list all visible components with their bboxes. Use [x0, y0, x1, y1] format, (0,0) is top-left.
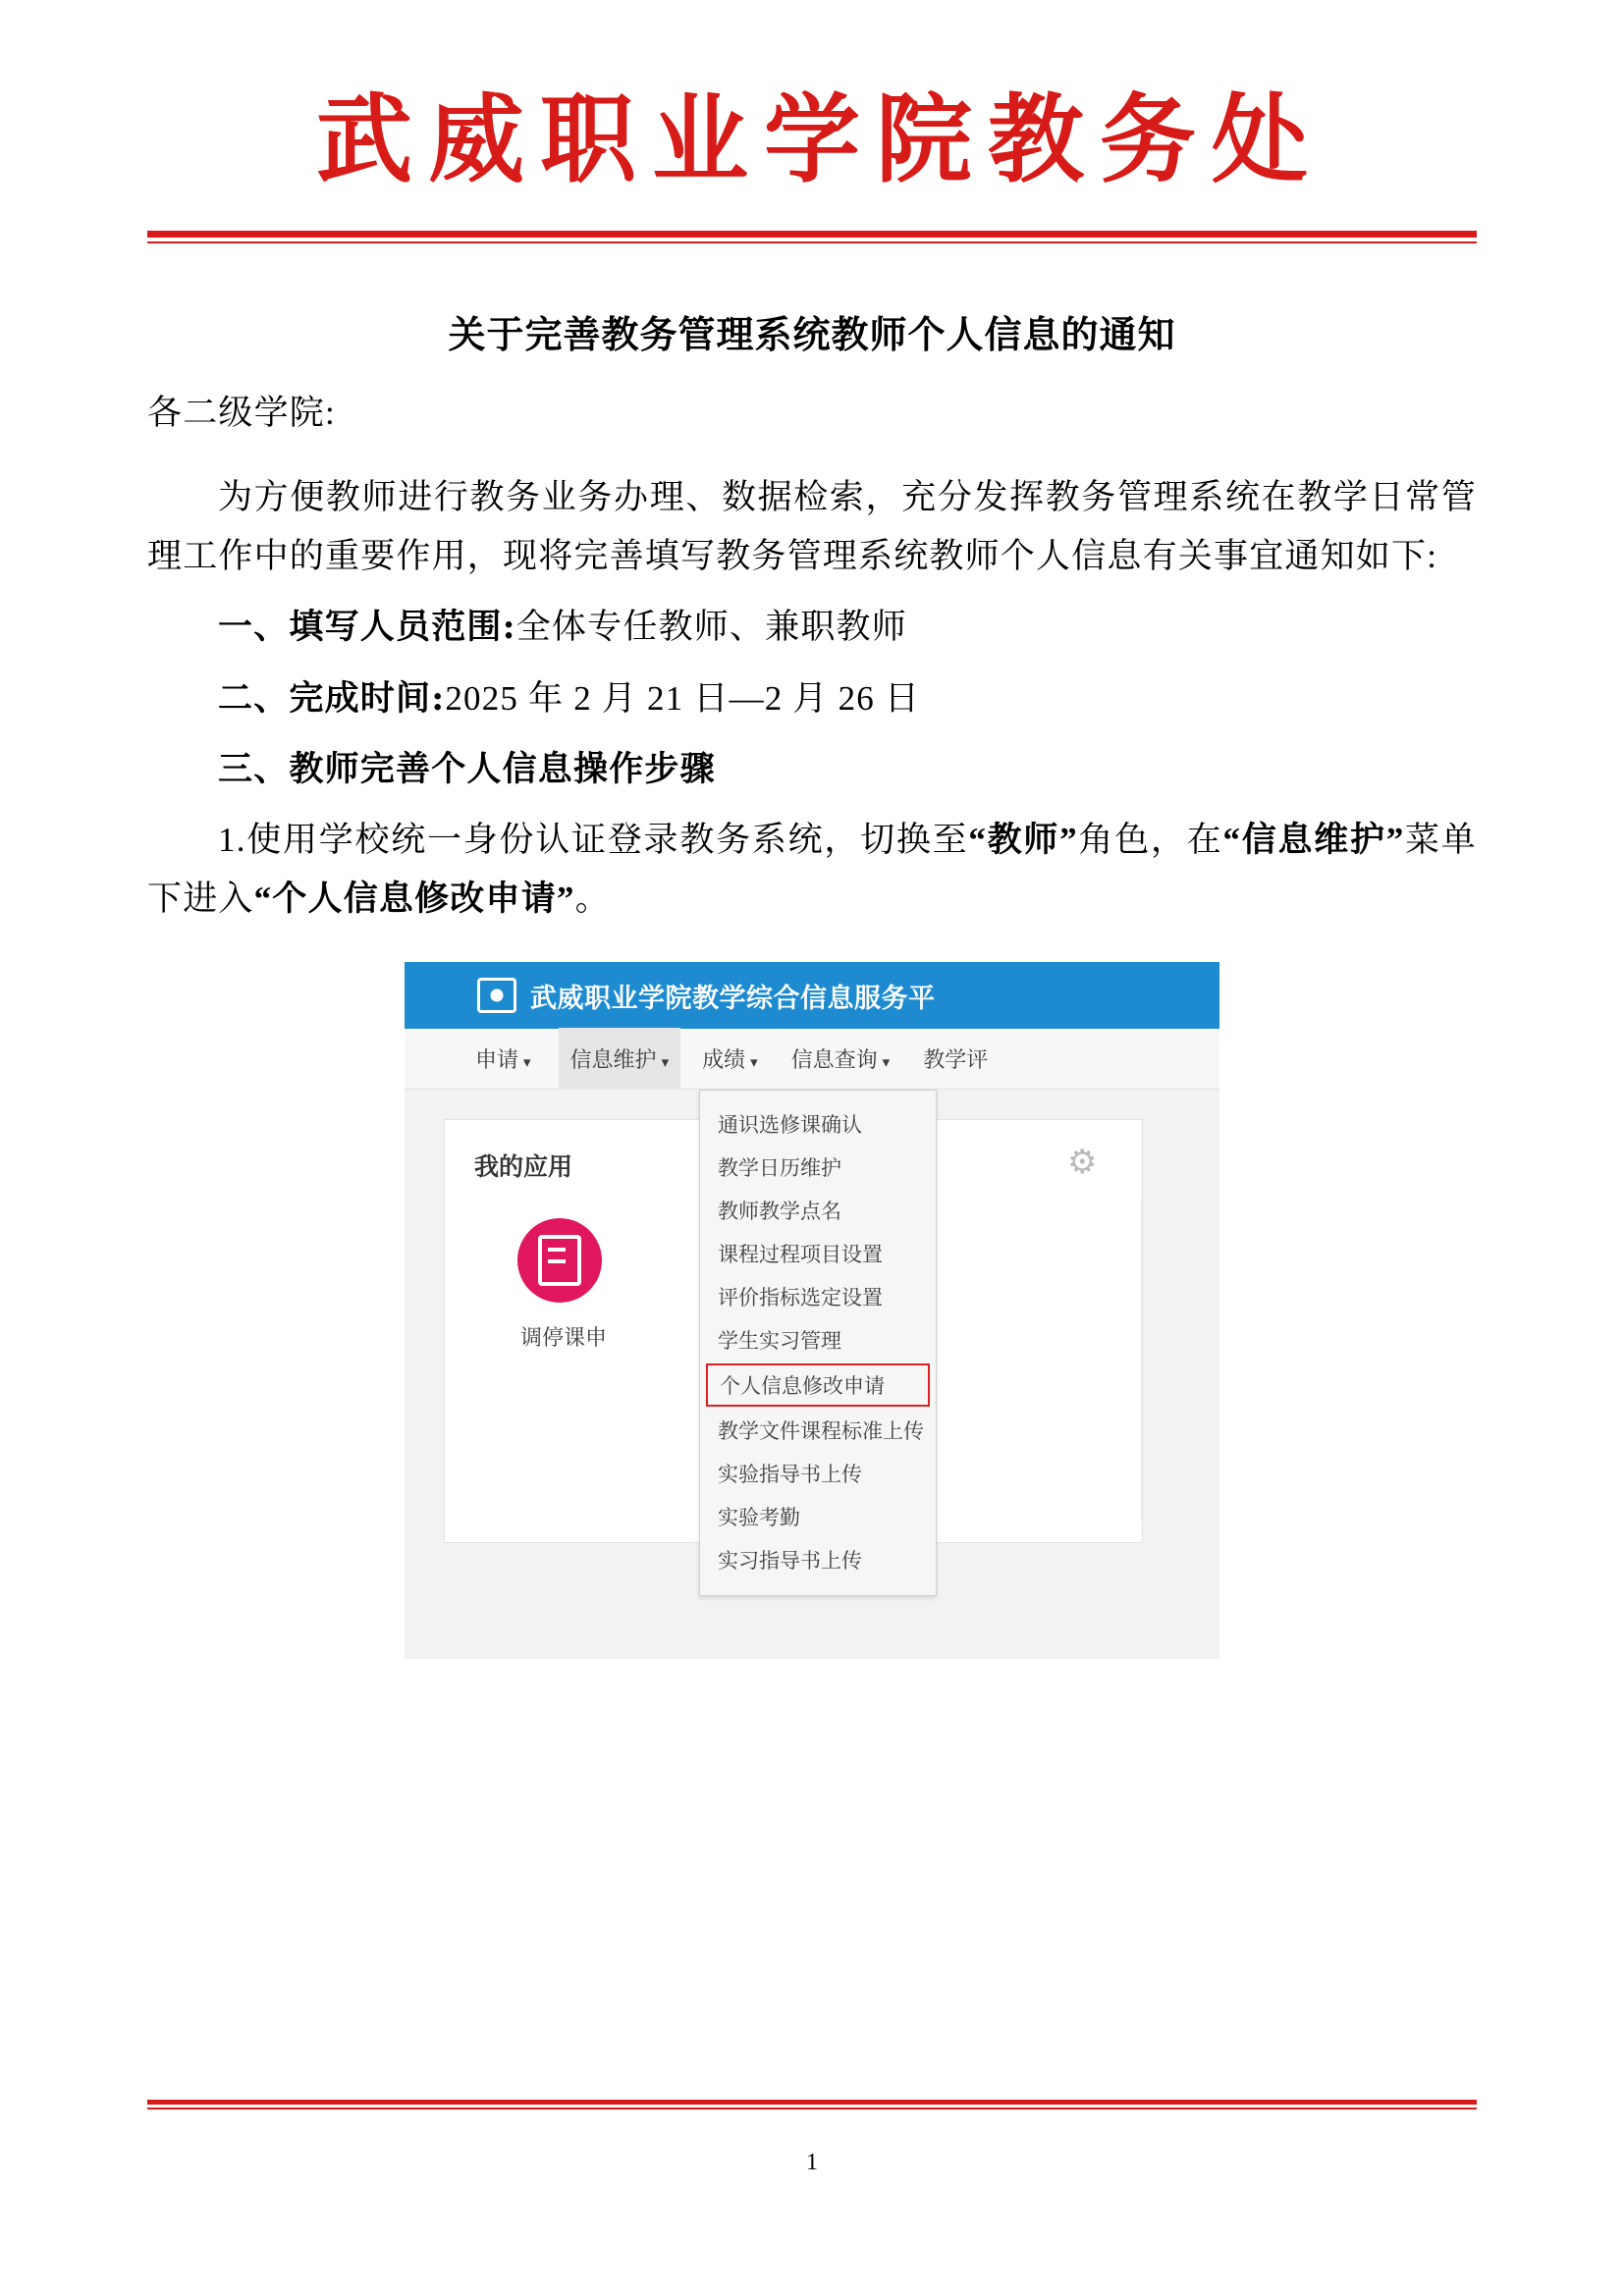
chevron-down-icon: ▾	[661, 1054, 670, 1072]
page-number: 1	[806, 2150, 818, 2175]
screenshot-frame	[405, 962, 1219, 1659]
gear-icon[interactable]: ⚙	[1067, 1144, 1098, 1182]
menu-item-info-maintenance[interactable]	[559, 1028, 681, 1090]
page-title: 关于完善教务管理系统教师个人信息的通知	[448, 311, 1176, 356]
step-1-quote-info-maintenance: “信息维护”	[1222, 821, 1405, 860]
dropdown-item-roll-call[interactable]: 教师教学点名	[718, 1201, 841, 1224]
section-1	[147, 598, 1477, 657]
chevron-down-icon: ▾	[882, 1054, 891, 1072]
app-label-schedule-change: 调停课申	[519, 1325, 607, 1351]
menu-item-teaching-eval[interactable]	[923, 1043, 988, 1074]
step-1-quote-teacher: “教师”	[968, 821, 1078, 860]
masthead-org-title: 武威职业学院教务处	[315, 83, 1324, 196]
step-1-text-part-2: 角色，在	[1077, 821, 1223, 860]
section-3	[147, 740, 1477, 799]
dropdown-item-lab-guide-upload[interactable]: 实验指导书上传	[718, 1464, 862, 1487]
step-1-text-part-4: 。	[574, 880, 611, 919]
menu-item-info-maintenance-label: 信息维护	[569, 1047, 657, 1073]
step-1-text-part-3: 菜单下进入	[147, 821, 1477, 919]
app-icon-schedule-change[interactable]	[517, 1218, 602, 1303]
menu-item-info-query[interactable]	[791, 1043, 891, 1074]
chevron-down-icon: ▾	[750, 1054, 758, 1072]
footer-divider	[147, 2100, 1477, 2109]
dropdown-item-course-project-setting[interactable]: 课程过程项目设置	[718, 1244, 883, 1267]
dropdown-item-personal-info-modify[interactable]: 个人信息修改申请	[706, 1363, 930, 1407]
dropdown-item-course-standard-upload[interactable]: 教学文件课程标准上传	[718, 1420, 924, 1444]
intro-paragraph: 为方便教师进行教务业务办理、数据检索，充分发挥教务管理系统在教学日常管理工作中的重要作用，现将完善填写教务管理系统教师个人信息有关事宜通知如下:	[147, 478, 1477, 576]
system-title: 武威职业学院教学综合信息服务平	[530, 983, 936, 1013]
section-2-label: 二、完成时间:	[218, 677, 446, 719]
step-1-text-part-1: 1.使用学校统一身份认证登录教务系统，切换至	[218, 821, 969, 860]
dropdown-item-teaching-calendar[interactable]: 教学日历维护	[718, 1157, 841, 1181]
section-2	[147, 669, 1477, 728]
section-1-text: 全体专任教师、兼职教师	[515, 608, 907, 647]
figure-screenshot	[147, 962, 1477, 1659]
platform-logo-icon	[477, 978, 516, 1013]
menu-item-apply[interactable]	[475, 1043, 531, 1074]
masthead	[147, 0, 1477, 243]
screenshot-header-bar	[405, 962, 1219, 1029]
masthead-divider	[147, 231, 1477, 243]
dropdown-item-elective-confirm[interactable]: 通识选修课确认	[718, 1114, 862, 1138]
step-1-paragraph	[147, 811, 1477, 929]
section-2-text: 2025 年 2 月 21 日—2 月 26 日	[445, 678, 921, 718]
section-1-label: 一、填写人员范围:	[218, 607, 516, 648]
menu-item-grades[interactable]	[702, 1043, 758, 1074]
menu-item-grades-label: 成绩	[702, 1047, 746, 1073]
step-1-quote-personal-info: “个人信息修改申请”	[253, 880, 575, 919]
dropdown-item-lab-attendance[interactable]: 实验考勤	[718, 1507, 800, 1530]
menu-item-apply-label: 申请	[475, 1047, 519, 1073]
menu-item-teaching-eval-label: 教学评	[923, 1047, 989, 1073]
dropdown-item-internship-guide-upload[interactable]: 实习指导书上传	[718, 1550, 862, 1574]
screenshot-menu-bar	[405, 1029, 1219, 1090]
my-apps-title: 我的应用	[474, 1153, 573, 1182]
dropdown-item-eval-index-setting[interactable]: 评价指标选定设置	[718, 1287, 883, 1310]
section-3-label: 三、教师完善个人信息操作步骤	[218, 748, 716, 789]
document-icon	[538, 1235, 581, 1286]
menu-item-info-query-label: 信息查询	[790, 1047, 878, 1073]
info-maintenance-dropdown	[699, 1090, 937, 1596]
dropdown-item-student-internship[interactable]: 学生实习管理	[718, 1330, 841, 1354]
panel-divider	[1141, 1199, 1142, 1522]
salutation: 各二级学院:	[147, 393, 336, 432]
chevron-down-icon: ▾	[523, 1054, 531, 1072]
